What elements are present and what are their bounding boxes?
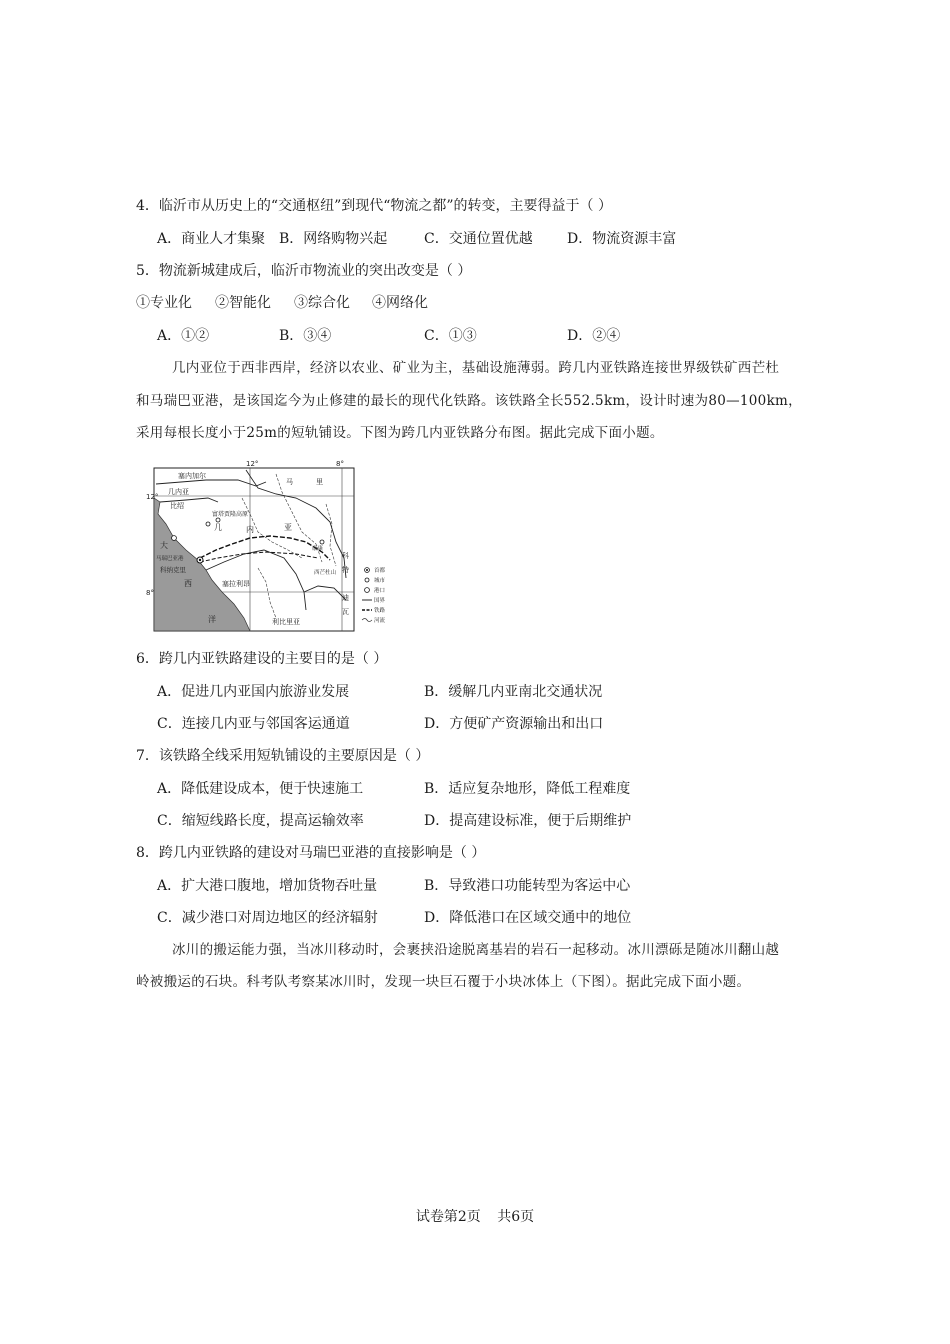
label-conakry: 科纳克里	[160, 566, 186, 574]
q7-option-d: D．提高建设标准，便于后期维护	[424, 813, 632, 829]
capital-dot	[199, 559, 201, 561]
label-guinea-2: 内	[246, 525, 254, 534]
q7-option-b: B．适应复杂地形，降低工程难度	[424, 781, 631, 797]
label-mali-1: 马	[286, 478, 293, 486]
q4-option-b: B．网络购物兴起	[279, 231, 388, 247]
q5-item-2: ②智能化	[215, 295, 271, 311]
q4-option-d: D．物流资源丰富	[567, 231, 677, 247]
city-symbol-2	[216, 518, 220, 522]
port-symbol	[172, 536, 177, 541]
q5-option-d: D．②④	[567, 328, 621, 344]
label-mali-2: 里	[316, 478, 323, 486]
passage2-line-2: 岭被搬运的石块。科考队考察某冰川时，发现一块巨石覆于小块冰体上（下图）。据此完成下面小题。	[136, 974, 751, 990]
q5-item-1: ①专业化	[136, 295, 192, 311]
lat-label-12: 12°	[146, 493, 159, 501]
label-port: 马瑞巴亚港	[156, 556, 184, 562]
q7-option-a: A．降低建设成本，便于快速施工	[157, 781, 364, 797]
legend-river-symbol	[362, 619, 372, 622]
label-kankan: 康康	[312, 546, 324, 552]
legend-border: 国界	[374, 598, 386, 604]
q8-option-d: D．降低港口在区域交通中的地位	[424, 910, 632, 926]
legend-capital: 首都	[374, 568, 386, 574]
q8-option-c: C．减少港口对周边地区的经济辐射	[157, 910, 378, 926]
passage1-line-1: 几内亚位于西非西岸，经济以农业、矿业为主，基础设施薄弱。跨几内亚铁路连接世界级铁矿西芒杜	[172, 360, 780, 376]
label-cote-3: 迪	[342, 594, 349, 602]
label-senegal: 塞内加尔	[178, 472, 206, 480]
label-ocean-2: 西	[184, 579, 192, 588]
lon-label-12: 12°	[246, 460, 259, 468]
page-number: 试卷第2页	[415, 1209, 481, 1225]
lat-label-8: 8°	[146, 589, 154, 597]
page-footer	[0, 1206, 950, 1226]
label-fouta-djallon: 富塔贾隆高原	[212, 511, 249, 518]
legend-capital-dot	[366, 569, 368, 571]
q8-option-b: B．导致港口功能转型为客运中心	[424, 878, 631, 894]
page-total: 共6页	[497, 1209, 535, 1225]
city-symbol-1	[206, 522, 210, 526]
label-sierra-leone: 塞拉利昂	[222, 580, 250, 588]
city-symbol-kankan	[320, 540, 324, 544]
label-cote-1: 科	[342, 552, 349, 560]
legend-city-symbol	[365, 578, 369, 582]
legend-railway: 铁路	[374, 608, 386, 614]
q5-stem: 5．物流新城建成后，临沂市物流业的突出改变是（ ）	[136, 263, 472, 279]
legend-river: 河流	[374, 618, 386, 624]
q6-option-b: B．缓解几内亚南北交通状况	[424, 684, 603, 700]
q5-option-c: C．①③	[424, 328, 477, 344]
q4-option-c: C．交通位置优越	[424, 231, 533, 247]
passage1-line-2: 和马瑞巴亚港，是该国迄今为止修建的最长的现代化铁路。该铁路全长552.5km，设计时速为80—100km，	[136, 393, 802, 409]
label-ocean-1: 大	[160, 541, 168, 550]
label-bissau: 比绍	[170, 502, 184, 510]
passage1-line-3: 采用每根长度小于25m的短轨铺设。下图为跨几内亚铁路分布图。据此完成下面小题。	[136, 425, 664, 441]
q6-option-a: A．促进几内亚国内旅游业发展	[157, 684, 350, 700]
label-cote-2: 特	[342, 566, 349, 574]
q6-stem: 6．跨几内亚铁路建设的主要目的是（ ）	[136, 651, 388, 667]
passage2-line-1: 冰川的搬运能力强，当冰川移动时，会裹挟沿途脱离基岩的岩石一起移动。冰川漂砾是随冰川翻山越	[172, 942, 780, 958]
q7-option-c: C．缩短线路长度，提高运输效率	[157, 813, 364, 829]
legend-city: 城市	[374, 578, 386, 584]
q4-option-a: A．商业人才集聚	[157, 231, 266, 247]
label-guinea-3: 亚	[284, 523, 292, 532]
guinea-railway-map	[146, 458, 396, 633]
lon-label-8: 8°	[336, 460, 344, 468]
q5-option-a: A．①②	[157, 328, 210, 344]
legend-port: 港口	[374, 588, 386, 594]
q5-option-b: B．③④	[279, 328, 332, 344]
q8-option-a: A．扩大港口腹地，增加货物吞吐量	[157, 878, 378, 894]
q7-stem: 7．该铁路全线采用短轨铺设的主要原因是（ ）	[136, 748, 430, 764]
label-cote-4: 瓦	[342, 608, 349, 616]
q6-option-d: D．方便矿产资源输出和出口	[424, 716, 604, 732]
label-simandou: 西芒杜山	[314, 570, 337, 576]
label-guinea-bissau: 几内亚	[168, 488, 189, 496]
legend-port-symbol	[365, 588, 370, 593]
q4-stem: 4．临沂市从历史上的“交通枢纽”到现代“物流之都”的转变，主要得益于（ ）	[136, 198, 612, 214]
q8-stem: 8．跨几内亚铁路的建设对马瑞巴亚港的直接影响是（ ）	[136, 845, 486, 861]
q5-item-4: ④网络化	[372, 295, 428, 311]
q6-option-c: C．连接几内亚与邻国客运通道	[157, 716, 350, 732]
label-ocean-3: 洋	[208, 615, 216, 624]
q5-item-3: ③综合化	[294, 295, 350, 311]
label-liberia: 利比里亚	[272, 618, 300, 626]
label-guinea-1: 几	[214, 523, 222, 532]
